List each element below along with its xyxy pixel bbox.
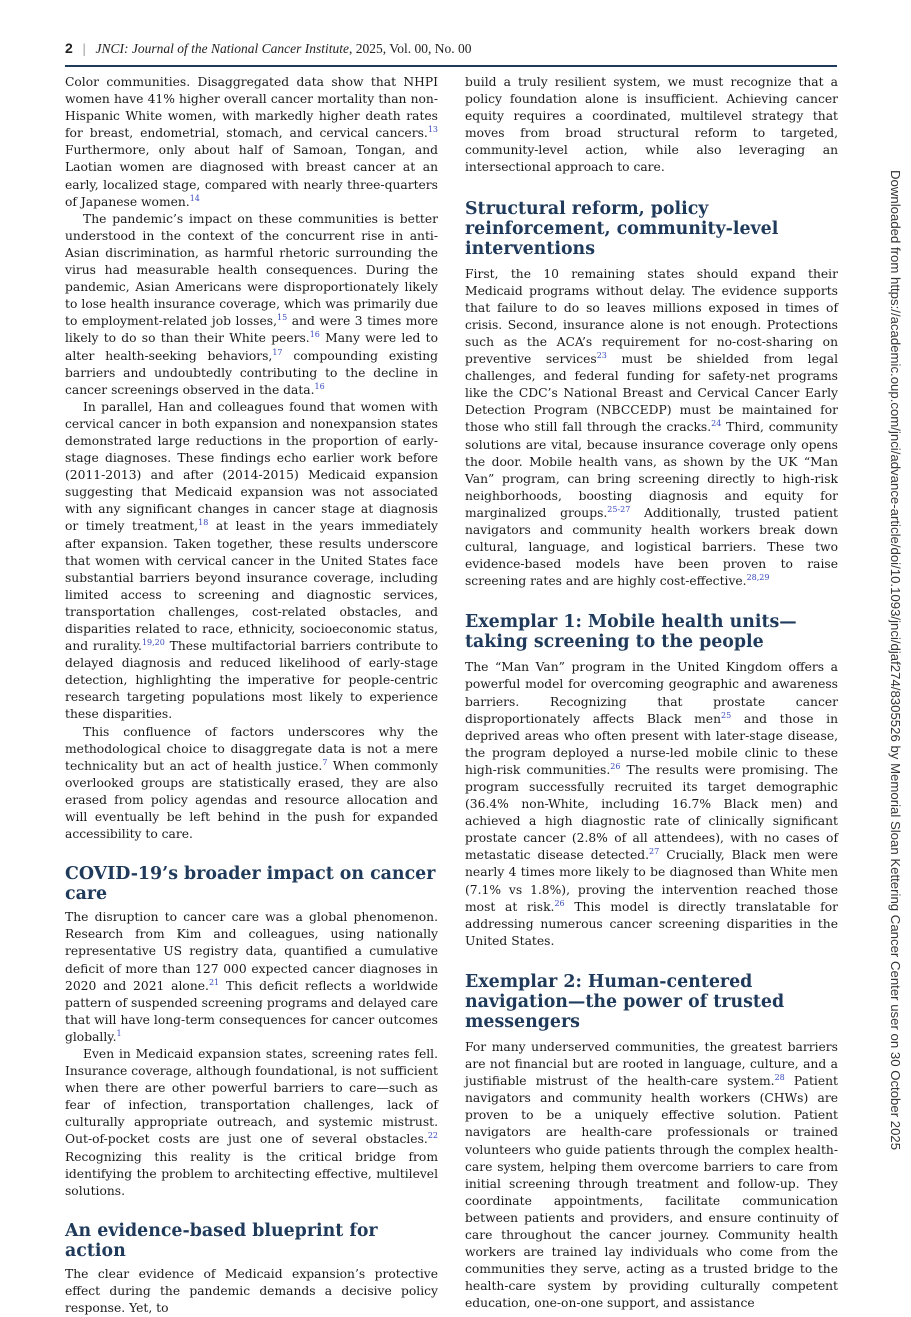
- paragraph: [465, 1039, 838, 1313]
- citation-link[interactable]: 18: [198, 518, 209, 528]
- text-run: When commonly overlooked groups are statistically erased, they are also erased from policy agendas and resource allocation and will eventually be left behind in the push for expanded accessibility to care.: [65, 758, 439, 842]
- text-run: The clear evidence of Medicaid expansion’s protective effect during the pandemic demands a decisive policy response. Yet, to: [65, 1266, 438, 1315]
- text-run: must be shielded from legal challenges, and federal funding for safety-net programs like the CDC’s National Breast and Cervical Cancer Early Detection Program (NBCCEDP) must be maintained for those who still fall through the cracks.: [465, 352, 839, 435]
- text-run: Even in Medicaid expansion states, screening rates fell. Insurance coverage, although foundational, is not sufficient when there are other powerful barriers to care—such as fear of infection, transportation challenges, lack of culturally appropriate outreach, and systemic mistrust. Out-of-pocket costs are just one of several obstacles.: [65, 1046, 438, 1147]
- citation-link[interactable]: 27: [649, 847, 660, 857]
- citation-link[interactable]: 26: [610, 761, 621, 771]
- citation-link[interactable]: 28,29: [746, 573, 770, 583]
- citation-link[interactable]: 17: [272, 347, 283, 357]
- text-run: The “Man Van” program in the United Kingdom offers a powerful model for overcoming geographic and awareness barriers. Recognizing that prostate cancer disproportionately affects Black men: [465, 660, 838, 726]
- paragraph: [65, 909, 438, 1046]
- journal-volume-info: , 2025, Vol. 00, No. 00: [348, 41, 472, 56]
- section-heading-covid: COVID-19’s broader impact on cancer care: [65, 864, 436, 905]
- paragraph: [465, 266, 838, 591]
- text-run: Many were led to alter health-seeking behaviors,: [65, 331, 438, 363]
- text-run: This deficit reflects a worldwide pattern of suspended screening programs and delayed care that will have long-term consequences for cancer outcomes globally.: [65, 978, 438, 1044]
- download-note: [885, 170, 905, 1170]
- text-run: compounding existing barriers and undoubtedly contributing to the decline in cancer screenings observed in the data.: [65, 348, 438, 397]
- citation-link[interactable]: 19,20: [141, 638, 165, 647]
- citation-link[interactable]: 24: [711, 419, 722, 429]
- text-run: Patient navigators and community health workers (CHWs) are proven to be a uniquely effective solution. Patient navigators are health-care professionals or trained volunteers who guide patients through the complex health-care system, helping them overcome barriers to care from initial screening through treatment and follow-up. They coordinate appointments, facilitate communication between patients and providers, and ensure continuity of care throughout the cancer journey. Community health workers are trained lay individuals who come from the communities they serve, acting as a trusted bridge to the health-care system by providing culturally competent education, one-on-one support, and assistance: [465, 1074, 838, 1311]
- citation-link[interactable]: 16: [314, 381, 325, 391]
- text-run: build a truly resilient system, we must recognize that a policy foundation alone is insufficient. Achieving cancer equity requires a coordinated, multilevel strategy that moves from broad structural reform to targeted, community-level action, while also leveraging an intersectional approach to care.: [465, 75, 838, 175]
- citation-link[interactable]: 23: [596, 350, 607, 360]
- citation-link[interactable]: 26: [554, 898, 565, 908]
- text-run: First, the 10 remaining states should expand their Medicaid programs without delay. The evidence supports that failure to do so leaves millions exposed in times of crisis. Second, insurance alone is not enough. Protections such as the ACA’s requirement for no-cost-sharing on preventive services: [465, 266, 838, 367]
- paragraph: [65, 1266, 438, 1317]
- right-column: [465, 74, 838, 1312]
- text-run: In parallel, Han and colleagues found that women with cervical cancer in both expansion and nonexpansion states demonstrated large reductions in the proportion of early-stage diagnoses. These findings echo earlier work before (2011-2013) and after (2014-2015) Medicaid expansion suggesting that Medicaid expansion was not associated with any significant changes in cancer stage at diagnosis or timely treatment,: [65, 399, 438, 534]
- citation-link[interactable]: 15: [277, 313, 288, 323]
- citation-link[interactable]: 1: [116, 1028, 122, 1038]
- text-run: This model is directly translatable for addressing numerous cancer screening disparities in the United States.: [465, 899, 839, 948]
- download-note-text: Downloaded from https://academic.oup.com/jnci/advance-article/doi/10.1093/jnci/djaf274/8305526 by Memorial Sloan Kettering Cancer Center user on 30 October 2025: [888, 170, 903, 1151]
- paragraph: [65, 211, 438, 399]
- section-heading-exemplar-1: Exemplar 1: Mobile health units—taking screening to the people: [465, 612, 797, 653]
- paragraph: [65, 399, 438, 724]
- text-run: and were 3 times more likely to do so than their White peers.: [65, 314, 439, 346]
- citation-link[interactable]: 28: [774, 1073, 785, 1083]
- running-head: [65, 40, 837, 57]
- paragraph: [65, 74, 438, 211]
- text-run: at least in the years immediately after expansion. Taken together, these results underscore that women with cervical cancer in the United States face substantial barriers beyond insurance coverage, including limited access to screening and diagnostic services, transportation challenges, cost-related obstacles, and disparities related to race, ethnicity, socioeconomic status, and rurality.: [65, 519, 438, 654]
- section-heading-exemplar-2: Exemplar 2: Human-centered navigation—the power of trusted messengers: [465, 971, 785, 1032]
- text-run: Recognizing this reality is the critical bridge from identifying the problem to architecting effective, multilevel solutions.: [65, 1149, 438, 1198]
- paragraph: [465, 74, 838, 177]
- left-column: [65, 74, 438, 1317]
- text-run: Third, community solutions are vital, because insurance coverage only opens the door. Mobile health vans, as shown by the UK “Man Van” program, can bring screening directly to high-risk neighborhoods, boosting diagnosis and equity for marginalized groups.: [465, 420, 838, 520]
- header-separator: |: [82, 41, 86, 56]
- text-run: These multifactorial barriers contribute to delayed diagnosis and reduced likelihood of early-stage detection, highlighting the imperative for people-centric research targeting populations most likely to experience these disparities.: [65, 639, 438, 722]
- text-run: The results were promising. The program successfully recruited its target demographic (36.4% non-White, including 16.7% Black men) and achieved a high diagnostic rate of clinically significant prostate cancer (2.8% of all attendees), with no cases of metastatic disease detected.: [465, 762, 839, 863]
- text-run: Crucially, Black men were nearly 4 times more likely to be diagnosed than White men (7.1% vs 1.8%), proving the intervention reached those most at risk.: [465, 848, 838, 914]
- paragraph: [65, 1046, 438, 1200]
- text-run: Additionally, trusted patient navigators and community health workers break down cultural, language, and logistical barriers. These two evidence-based models have been proven to raise screening rates and are highly cost-effective.: [465, 505, 838, 589]
- section-heading-structural-reform: Structural reform, policy reinforcement, community-level interventions: [465, 198, 779, 259]
- paragraph: [465, 659, 838, 950]
- citation-link[interactable]: 25-27: [607, 504, 631, 514]
- citation-link[interactable]: 22: [427, 1131, 438, 1141]
- text-run: This confluence of factors underscores why the methodological choice to disaggregate data is not a mere technicality but an act of health justice.: [65, 724, 438, 773]
- citation-link[interactable]: 14: [189, 193, 200, 203]
- paragraph: [65, 724, 438, 844]
- text-run: For many underserved communities, the greatest barriers are not financial but are rooted in language, culture, and a justifiable mistrust of the health-care system.: [465, 1039, 838, 1089]
- citation-link[interactable]: 13: [427, 125, 438, 135]
- text-run: Furthermore, only about half of Samoan, Tongan, and Laotian women are diagnosed with breast cancer at an early, localized stage, compared with nearly three-quarters of Japanese women.: [65, 143, 438, 209]
- text-run: The disruption to cancer care was a global phenomenon. Research from Kim and colleagues, using nationally representative US registry data, quantified a cumulative deficit of more than 127 000 expected cancer diagnoses in 2020 and 2021 alone.: [65, 910, 438, 993]
- citation-link[interactable]: 21: [208, 977, 220, 987]
- journal-citation: [96, 41, 472, 57]
- citation-link[interactable]: 16: [309, 330, 320, 340]
- citation-link[interactable]: 25: [721, 710, 732, 720]
- text-run: The pandemic’s impact on these communities is better understood in the context of the concurrent rise in anti-Asian discrimination, as harmful rhetoric surrounding the virus had measurable health consequences. During the pandemic, Asian Americans were disproportionately likely to lose health insurance coverage, which was primarily due to employment-related job losses,: [65, 211, 438, 329]
- text-run: and those in deprived areas who often present with later-stage disease, the program deployed a nurse-led mobile clinic to these high-risk communities.: [465, 711, 838, 777]
- page-number: 2: [65, 40, 73, 56]
- text-run: Color communities. Disaggregated data show that NHPI women have 41% higher overall cancer mortality than non-Hispanic White women, with markedly higher death rates for breast, endometrial, stomach, and cervical cancers.: [65, 75, 438, 141]
- citation-link[interactable]: 7: [322, 757, 328, 767]
- journal-title: JNCI: Journal of the National Cancer Institute: [95, 41, 349, 56]
- section-heading-blueprint: An evidence-based blueprint for action: [65, 1220, 378, 1261]
- header-rule: [65, 65, 837, 67]
